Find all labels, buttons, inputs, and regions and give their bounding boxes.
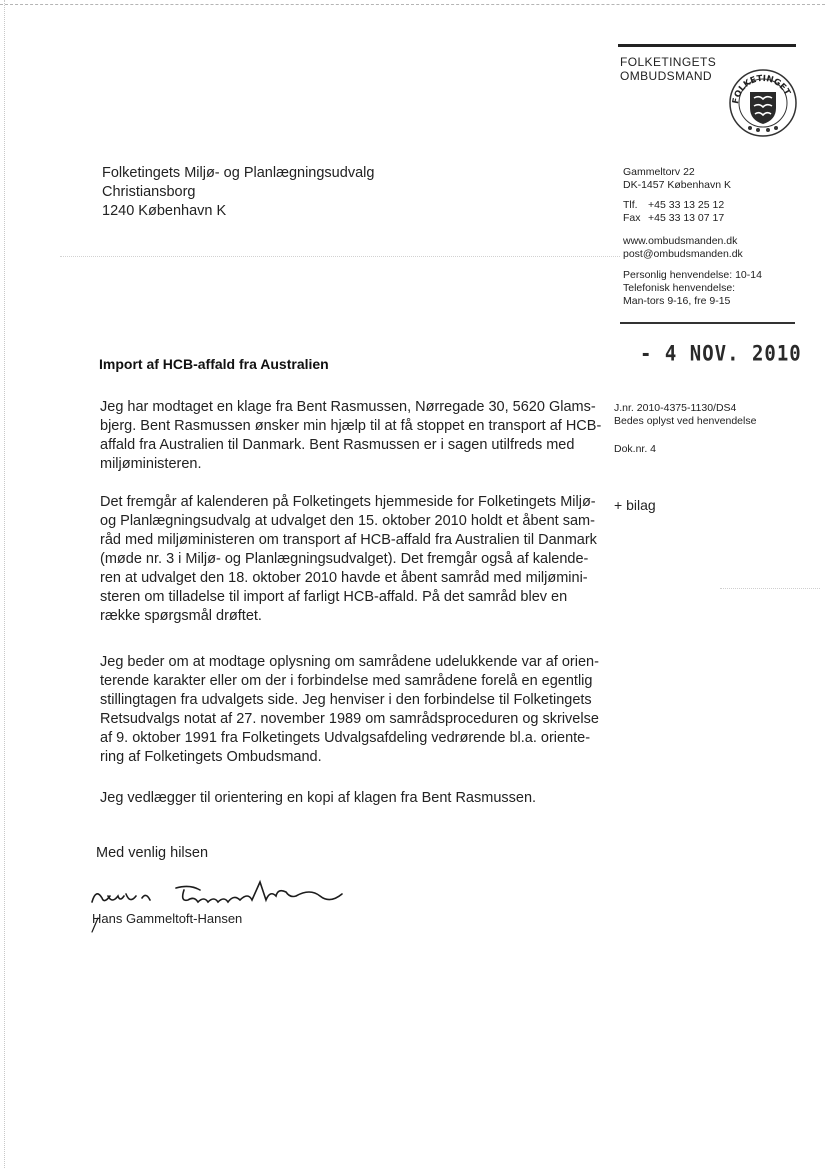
body-paragraph-4 [100, 789, 590, 808]
fax-label: Fax [623, 212, 641, 224]
body-line: affald fra Australien til Danmark. Bent Rasmussen er i sagen utilfreds med [100, 437, 575, 453]
sender-street: Gammeltorv 22 [623, 166, 695, 178]
body-line: Retsudvalgs notat af 27. november 1989 om samrådsproceduren og skrivelse [100, 711, 599, 727]
sender-fax-row [623, 212, 724, 225]
body-paragraph-3 [100, 653, 599, 767]
hours-phone-label: Telefonisk henvendelse: [623, 282, 736, 294]
letterhead-rule [618, 44, 796, 47]
sender-website: www.ombudsmanden.dk [623, 235, 738, 247]
date-stamp: - 4 NOV. 2010 [640, 341, 802, 367]
recipient-line2: Christiansborg [102, 184, 196, 200]
sender-address [623, 166, 731, 192]
sender-phone-block [623, 199, 724, 225]
sender-tel-row [623, 199, 724, 212]
sender-hours-block [623, 269, 762, 308]
body-line: ring af Folketingets Ombudsmand. [100, 749, 322, 765]
body-line: ren at udvalget den 18. oktober 2010 havde et åbent samråd med miljømini- [100, 570, 588, 586]
hours-phone: Man-tors 9-16, fre 9-15 [623, 295, 731, 307]
journal-reference [614, 402, 756, 428]
journal-note: Bedes oplyst ved henvendelse [614, 415, 757, 427]
hours-personal: Personlig henvendelse: 10-14 [623, 269, 762, 281]
seal-lettering: FOLKETINGET [731, 73, 793, 105]
body-line: terende karakter eller om der i forbindelse med samrådene forelå en egentlig [100, 673, 593, 689]
body-line: af 9. oktober 1991 fra Folketingets Udvalgsafdeling vedrørende bl.a. oriente- [100, 730, 591, 746]
sender-email: post@ombudsmanden.dk [623, 248, 743, 260]
body-line: Jeg vedlægger til orientering en kopi af klagen fra Bent Rasmussen. [100, 790, 537, 806]
body-line: stillingtagen fra udvalgets side. Jeg henviser i den forbindelse til Folketingets [100, 692, 592, 708]
body-line: Det fremgår af kalenderen på Folketingets hjemmeside for Folketingets Miljø- [100, 494, 596, 510]
letter-subject: Import af HCB-affald fra Australien [99, 356, 329, 372]
scan-artifact-line [720, 588, 820, 589]
signer-name: Hans Gammeltoft-Hansen [92, 911, 243, 926]
document-number: Dok.nr. 4 [614, 443, 657, 455]
body-line: miljøministeren. [100, 456, 202, 472]
tel-label: Tlf. [623, 199, 638, 211]
recipient-line1: Folketingets Miljø- og Planlægningsudvalg [102, 165, 375, 181]
body-paragraph-2 [100, 493, 597, 626]
body-line: (møde nr. 3 i Miljø- og Planlægningsudvalget). Det fremgår også af kalende- [100, 551, 589, 567]
letterhead-org-name [620, 55, 716, 83]
body-paragraph-1 [100, 398, 602, 474]
body-line: Jeg har modtaget en klage fra Bent Rasmussen, Nørregade 30, 5620 Glams- [100, 399, 596, 415]
scan-edge-top [0, 4, 825, 5]
closing-greeting: Med venlig hilsen [96, 845, 209, 861]
org-name-line2: OMBUDSMAND [620, 69, 713, 83]
body-line: Jeg beder om at modtage oplysning om samrådene udelukkende var af orien- [100, 654, 599, 670]
attachment-note: + bilag [614, 497, 656, 513]
body-line: råd med miljøministeren om transport af HCB-affald fra Australien til Danmark [100, 532, 597, 548]
tel-number: +45 33 13 25 12 [648, 199, 725, 211]
scan-edge-left [4, 0, 5, 1168]
body-line: bjerg. Bent Rasmussen ønsker min hjælp til at få stoppet en transport af HCB- [100, 418, 602, 434]
body-line: række spørgsmål drøftet. [100, 608, 262, 624]
recipient-line3: 1240 København K [102, 203, 227, 219]
body-line: og Planlægningsudvalg at udvalget den 15. oktober 2010 holdt et åbent sam- [100, 513, 595, 529]
recipient-address [102, 164, 374, 221]
parliament-seal-icon [728, 68, 798, 138]
journal-number: J.nr. 2010-4375-1130/DS4 [614, 402, 737, 414]
sender-web-block [623, 235, 743, 261]
sender-info-rule [620, 322, 795, 324]
org-name-line1: FOLKETINGETS [620, 55, 717, 69]
body-line: steren om tilladelse til import af farligt HCB-affald. På det samråd blev en [100, 589, 568, 605]
sender-city: DK-1457 København K [623, 179, 731, 191]
fax-number: +45 33 13 07 17 [648, 212, 725, 224]
scan-artifact-line [60, 256, 620, 257]
